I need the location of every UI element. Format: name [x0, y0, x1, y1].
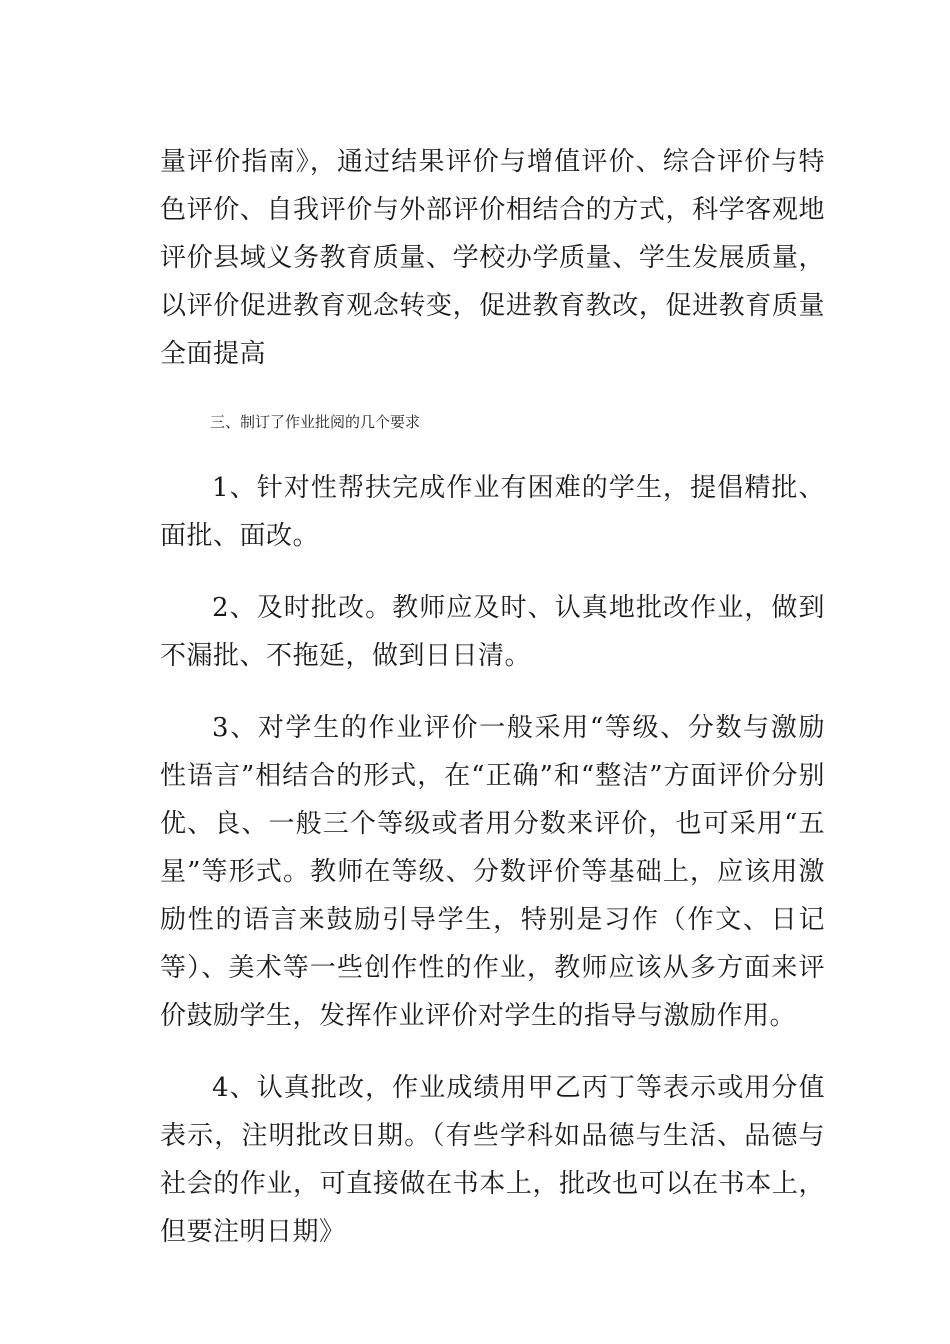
list-item-1: 1、针对性帮扶完成作业有困难的学生，提倡精批、面批、面改。: [160, 473, 825, 551]
section-heading: 三、制订了作业批阅的几个要求: [210, 413, 421, 431]
list-item-4: 4、认真批改，作业成绩用甲乙丙丁等表示或用分值表示，注明批改日期。（有些学科如品德与生活、品德与社会的作业，可直接做在书本上，批改也可以在书本上，但要注明日期》: [160, 1073, 825, 1247]
intro-paragraph: 量评价指南》，通过结果评价与增值评价、综合评价与特色评价、自我评价与外部评价相结合的方式，科学客观地评价县域义务教育质量、学校办学质量、学生发展质量，以评价促进教育观念转变，促进教育教改，促进教育质量全面提高: [160, 147, 825, 369]
document-body: [160, 138, 825, 1256]
list-item-2: 2、及时批改。教师应及时、认真地批改作业，做到不漏批、不拖延，做到日日清。: [160, 593, 825, 671]
list-item-3: 3、对学生的作业评价一般采用“等级、分数与激励性语言”相结合的形式，在“正确”和“整洁”方面评价分别优、良、一般三个等级或者用分数来评价，也可采用“五星”等形式。教师在等级、分数评价等基础上，应该用激励性的语言来鼓励引导学生，特别是习作（作文、日记等）、美术等一些创作性的作业，教师应该从多方面来评价鼓励学生，发挥作业评价对学生的指导与激励作用。: [160, 713, 825, 1031]
